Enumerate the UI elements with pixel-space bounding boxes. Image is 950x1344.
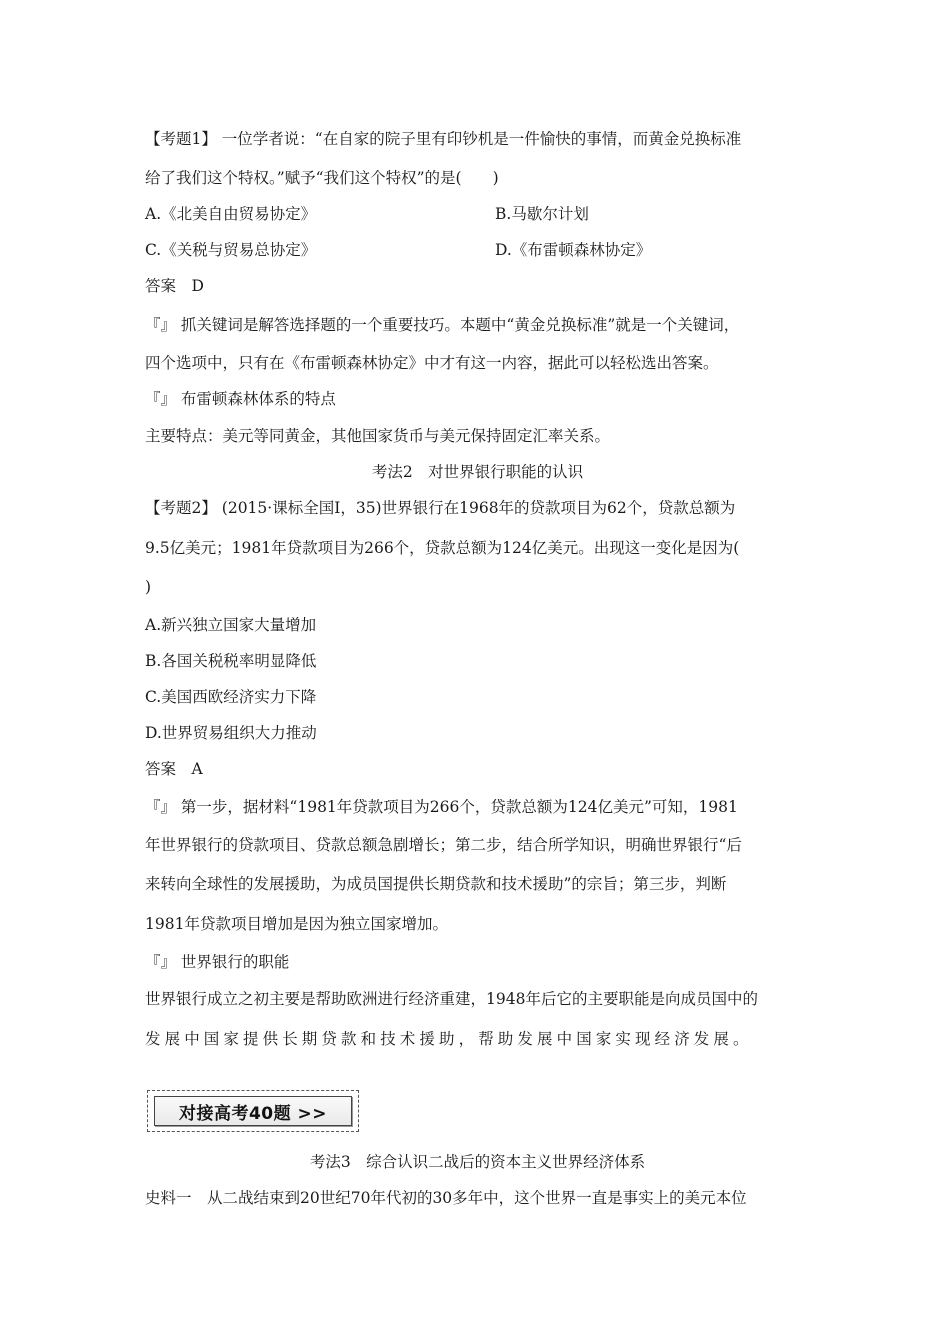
q1-option-a: A.《北美自由贸易协定》	[145, 205, 317, 223]
q2-analysis-line2: 年世界银行的贷款项目、贷款总额急剧增长；第二步，结合所学知识，明确世界银行“后	[145, 836, 742, 854]
q2-option-a: A.新兴独立国家大量增加	[145, 616, 317, 634]
q2-analysis-line1: 『』 第一步，据材料“1981年贷款项目为266个，贷款总额为124亿美元”可知，1981	[145, 798, 738, 816]
method2-title: 考法2 对世界银行职能的认识	[371, 463, 584, 481]
q2-answer: 答案 A	[145, 760, 203, 778]
q1-answer: 答案 D	[145, 277, 204, 295]
q1-analysis-line1: 『』 抓关键词是解答选择题的一个重要技巧。本题中“黄金兑换标准”就是一个关键词，	[145, 316, 740, 334]
q2-analysis-line4: 1981年贷款项目增加是因为独立国家增加。	[145, 915, 448, 933]
exam-link-banner-label: 对接高考40题 >>	[178, 1103, 328, 1124]
method3-title: 考法3 综合认识二战后的资本主义世界经济体系	[309, 1153, 646, 1171]
q2-option-d: D.世界贸易组织大力推动	[145, 724, 317, 742]
q1-stem-line1: 【考题1】 一位学者说：“在自家的院子里有印钞机是一件愉快的事情，而黄金兑换标准	[145, 130, 742, 148]
q1-options-row2	[145, 239, 810, 261]
q1-point-title: 『』 布雷顿森林体系的特点	[145, 390, 336, 408]
exam-link-banner	[147, 1090, 359, 1132]
material1-line: 史料一 从二战结束到20世纪70年代初的30多年中，这个世界一直是事实上的美元本位	[145, 1189, 747, 1207]
exam-link-banner-box	[154, 1096, 352, 1126]
q1-option-c: C.《关税与贸易总协定》	[145, 241, 317, 259]
q1-option-d: D.《布雷顿森林协定》	[495, 241, 652, 259]
q2-point-text-line1: 世界银行成立之初主要是帮助欧洲进行经济重建，1948年后它的主要职能是向成员国中的	[145, 990, 758, 1008]
q1-analysis-line2: 四个选项中，只有在《布雷顿森林协定》中才有这一内容，据此可以轻松选出答案。	[145, 354, 719, 372]
q2-point-text-line2: 发展中国家提供长期贷款和技术援助，帮助发展中国家实现经济发展。	[145, 1030, 753, 1048]
q2-option-c: C.美国西欧经济实力下降	[145, 688, 317, 706]
q2-point-title: 『』 世界银行的职能	[145, 953, 290, 971]
q1-options-row1	[145, 203, 810, 225]
q1-option-b: B.马歇尔计划	[495, 205, 589, 223]
q1-stem-line2: 给了我们这个特权。”赋予“我们这个特权”的是( )	[145, 169, 499, 187]
q2-analysis-line3: 来转向全球性的发展援助，为成员国提供长期贷款和技术援助”的宗旨；第三步，判断	[145, 875, 727, 893]
q2-stem-line2: 9.5亿美元；1981年贷款项目为266个，贷款总额为124亿美元。出现这一变化是因为(	[145, 539, 740, 557]
q2-stem-line1: 【考题2】 (2015·课标全国Ⅰ，35)世界银行在1968年的贷款项目为62个，贷款总额为	[145, 499, 736, 517]
q2-stem-line3: )	[145, 578, 152, 596]
q2-option-b: B.各国关税税率明显降低	[145, 652, 317, 670]
q1-point-text: 主要特点：美元等同黄金，其他国家货币与美元保持固定汇率关系。	[145, 427, 611, 445]
